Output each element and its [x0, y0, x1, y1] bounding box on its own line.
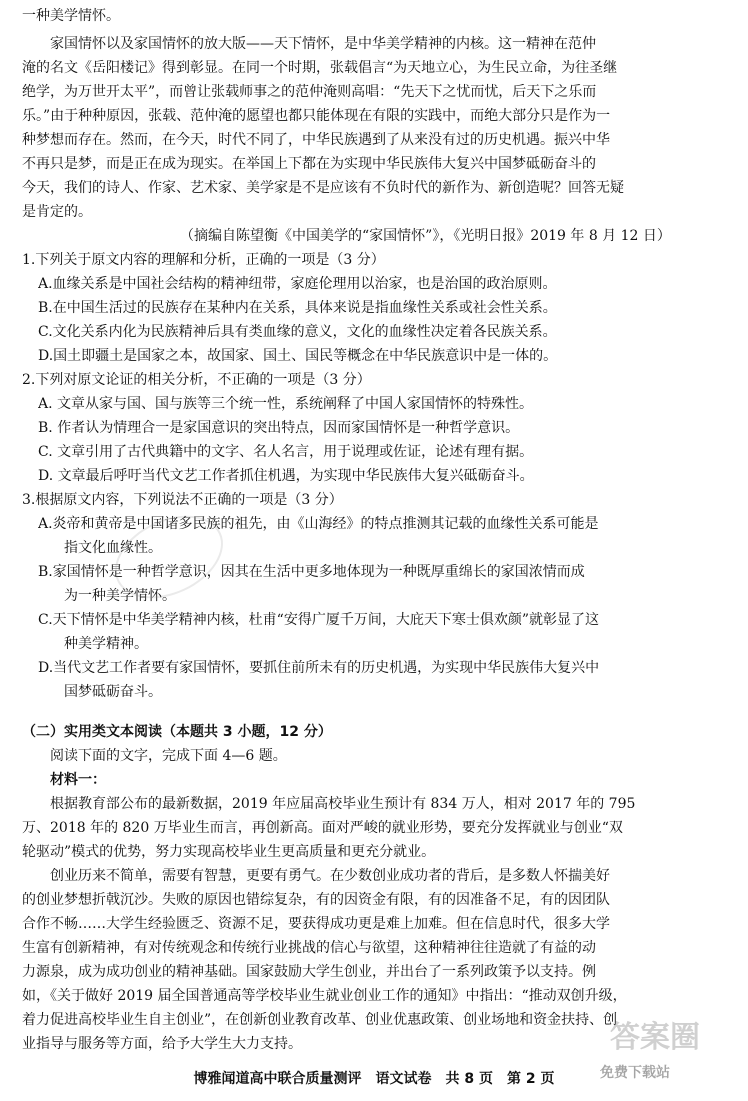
paragraph-line: 着力促进高校毕业生自主创业”，在创新创业教育改革、创业优惠政策、创业场地和资金扶持、创 — [22, 1012, 618, 1028]
paragraph-line: 淹的名文《岳阳楼记》得到彰显。在同一个时期，张载倡言“为天地立心，为生民立命，为往圣继 — [22, 60, 618, 76]
section-instruction: 阅读下面的文字，完成下面 4—6 题。 — [50, 748, 287, 764]
material-label: 材料一： — [50, 772, 106, 788]
question-2-stem: 2.下列对原文论证的相关分析，不正确的一项是（3 分） — [22, 372, 371, 388]
question-1-option-c: C.文化关系内化为民族精神后具有类血缘的意义，文化的血缘性决定着各民族关系。 — [38, 324, 557, 340]
question-3-option-d-cont: 国梦砥砺奋斗。 — [64, 684, 162, 700]
question-2-option-c: C. 文章引用了古代典籍中的文字、名人名言，用于说理或佐证，论述有理有据。 — [38, 444, 534, 460]
question-1-stem: 1.下列关于原文内容的理解和分析，正确的一项是（3 分） — [22, 252, 385, 268]
paragraph-line: 种梦想而存在。然而，在今天，时代不同了，中华民族遇到了从来没有过的历史机遇。振兴中华 — [22, 132, 610, 148]
paragraph-line: 如，《关于做好 2019 届全国普通高等学校毕业生就业创业工作的通知》中指出：“推动双创升级， — [22, 988, 627, 1004]
source-citation: （摘编自陈望衡《中国美学的“家国情怀”》，《光明日报》2019 年 8 月 12 日） — [180, 228, 671, 244]
question-2-option-d: D. 文章最后呼吁当代文艺工作者抓住机遇，为实现中华民族伟大复兴砥砺奋斗。 — [38, 468, 534, 484]
question-2-option-a: A. 文章从家与国、国与族等三个统一性，系统阐释了中国人家国情怀的特殊性。 — [38, 396, 534, 412]
question-3-option-a: A.炎帝和黄帝是中国诸多民族的祖先，由《山海经》的特点推测其记载的血缘性关系可能是 — [38, 516, 599, 532]
paragraph-line: 生富有创新精神，有对传统观念和传统行业挑战的信心与欲望，这种精神往往造就了有益的动 — [22, 940, 596, 956]
paragraph-line: 一种美学情怀。 — [22, 8, 120, 24]
question-3-option-d: D.当代文艺工作者要有家国情怀，要抓住前所未有的历史机遇，为实现中华民族伟大复兴中 — [38, 660, 600, 676]
paragraph-line: 是肯定的。 — [22, 204, 92, 220]
question-3-stem: 3.根据原文内容，下列说法不正确的一项是（3 分） — [22, 492, 343, 508]
question-3-option-c: C.天下情怀是中华美学精神内核，杜甫“安得广厦千万间，大庇天下寒士俱欢颜”就彰显了这 — [38, 612, 599, 628]
question-3-option-b-cont: 为一种美学情怀。 — [64, 588, 176, 604]
question-2-option-b: B. 作者认为情理合一是家国意识的突出特点，因而家国情怀是一种哲学意识。 — [38, 420, 520, 436]
question-3-option-b: B.家国情怀是一种哲学意识，因其在生活中更多地体现为一种既厚重绵长的家国浓情而成 — [38, 564, 585, 580]
paragraph-line: 家国情怀以及家国情怀的放大版——天下情怀，是中华美学精神的内核。这一精神在范仲 — [50, 36, 596, 52]
paragraph-line: 力源泉，成为成功创业的精神基础。国家鼓励大学生创业，并出台了一系列政策予以支持。例 — [22, 964, 596, 980]
paragraph-line: 绝学，为万世开太平”，而曾让张载师事之的范仲淹则高唱：“先天下之忧而忧，后天下之乐而 — [22, 84, 597, 100]
question-3-option-a-cont: 指文化血缘性。 — [64, 540, 162, 556]
watermark-logo: 答案圈 — [610, 1020, 700, 1055]
question-3-option-c-cont: 种美学精神。 — [64, 636, 148, 652]
paragraph-line: 业指导与服务等方面，给予大学生大力支持。 — [22, 1036, 302, 1052]
paragraph-line: 的创业梦想折戟沉沙。失败的原因也错综复杂，有的因资金有限，有的因准备不足，有的因团队 — [22, 892, 610, 908]
paragraph-line: 万、2018 年的 820 万毕业生而言，再创新高。面对严峻的就业形势，要充分发挥就业与创业“双 — [22, 820, 623, 836]
section-heading: （二）实用类文本阅读（本题共 3 小题，12 分） — [22, 724, 332, 740]
paragraph-line: 合作不畅……大学生经验匮乏、资源不足，要获得成功更是难上加难。但在信息时代，很多大学 — [22, 916, 610, 932]
paragraph-line: 乐。”由于种种原因，张载、范仲淹的愿望也都只能体现在有限的实践中，而绝大部分只是作为一 — [22, 108, 611, 124]
question-1-option-a: A.血缘关系是中国社会结构的精神纽带，家庭伦理用以治家，也是治国的政治原则。 — [38, 276, 557, 292]
watermark-caption: 免费下载站 — [600, 1065, 670, 1081]
paragraph-line: 不再只是梦，而是正在成为现实。在举国上下都在为实现中华民族伟大复兴中国梦砥砺奋斗的 — [22, 156, 596, 172]
page-footer: 博雅闻道高中联合质量测评 语文试卷 共 8 页 第 2 页 — [193, 1071, 555, 1087]
question-1-option-b: B.在中国生活过的民族存在某种内在关系，具体来说是指血缘性关系或社会性关系。 — [38, 300, 557, 316]
paragraph-line: 轮驱动”模式的优势，努力实现高校毕业生更高质量和更充分就业。 — [22, 844, 436, 860]
paragraph-line: 根据教育部公布的最新数据，2019 年应届高校毕业生预计有 834 万人，相对 2017 年的 795 — [50, 796, 636, 812]
paragraph-line: 创业历来不简单，需要有智慧，更要有勇气。在少数创业成功者的背后，是多数人怀揣美好 — [50, 868, 610, 884]
question-1-option-d: D.国土即疆土是国家之本，故国家、国土、国民等概念在中华民族意识中是一体的。 — [38, 348, 558, 364]
paragraph-line: 今天，我们的诗人、作家、艺术家、美学家是不是应该有不负时代的新作为、新创造呢？回答无疑 — [22, 180, 624, 196]
